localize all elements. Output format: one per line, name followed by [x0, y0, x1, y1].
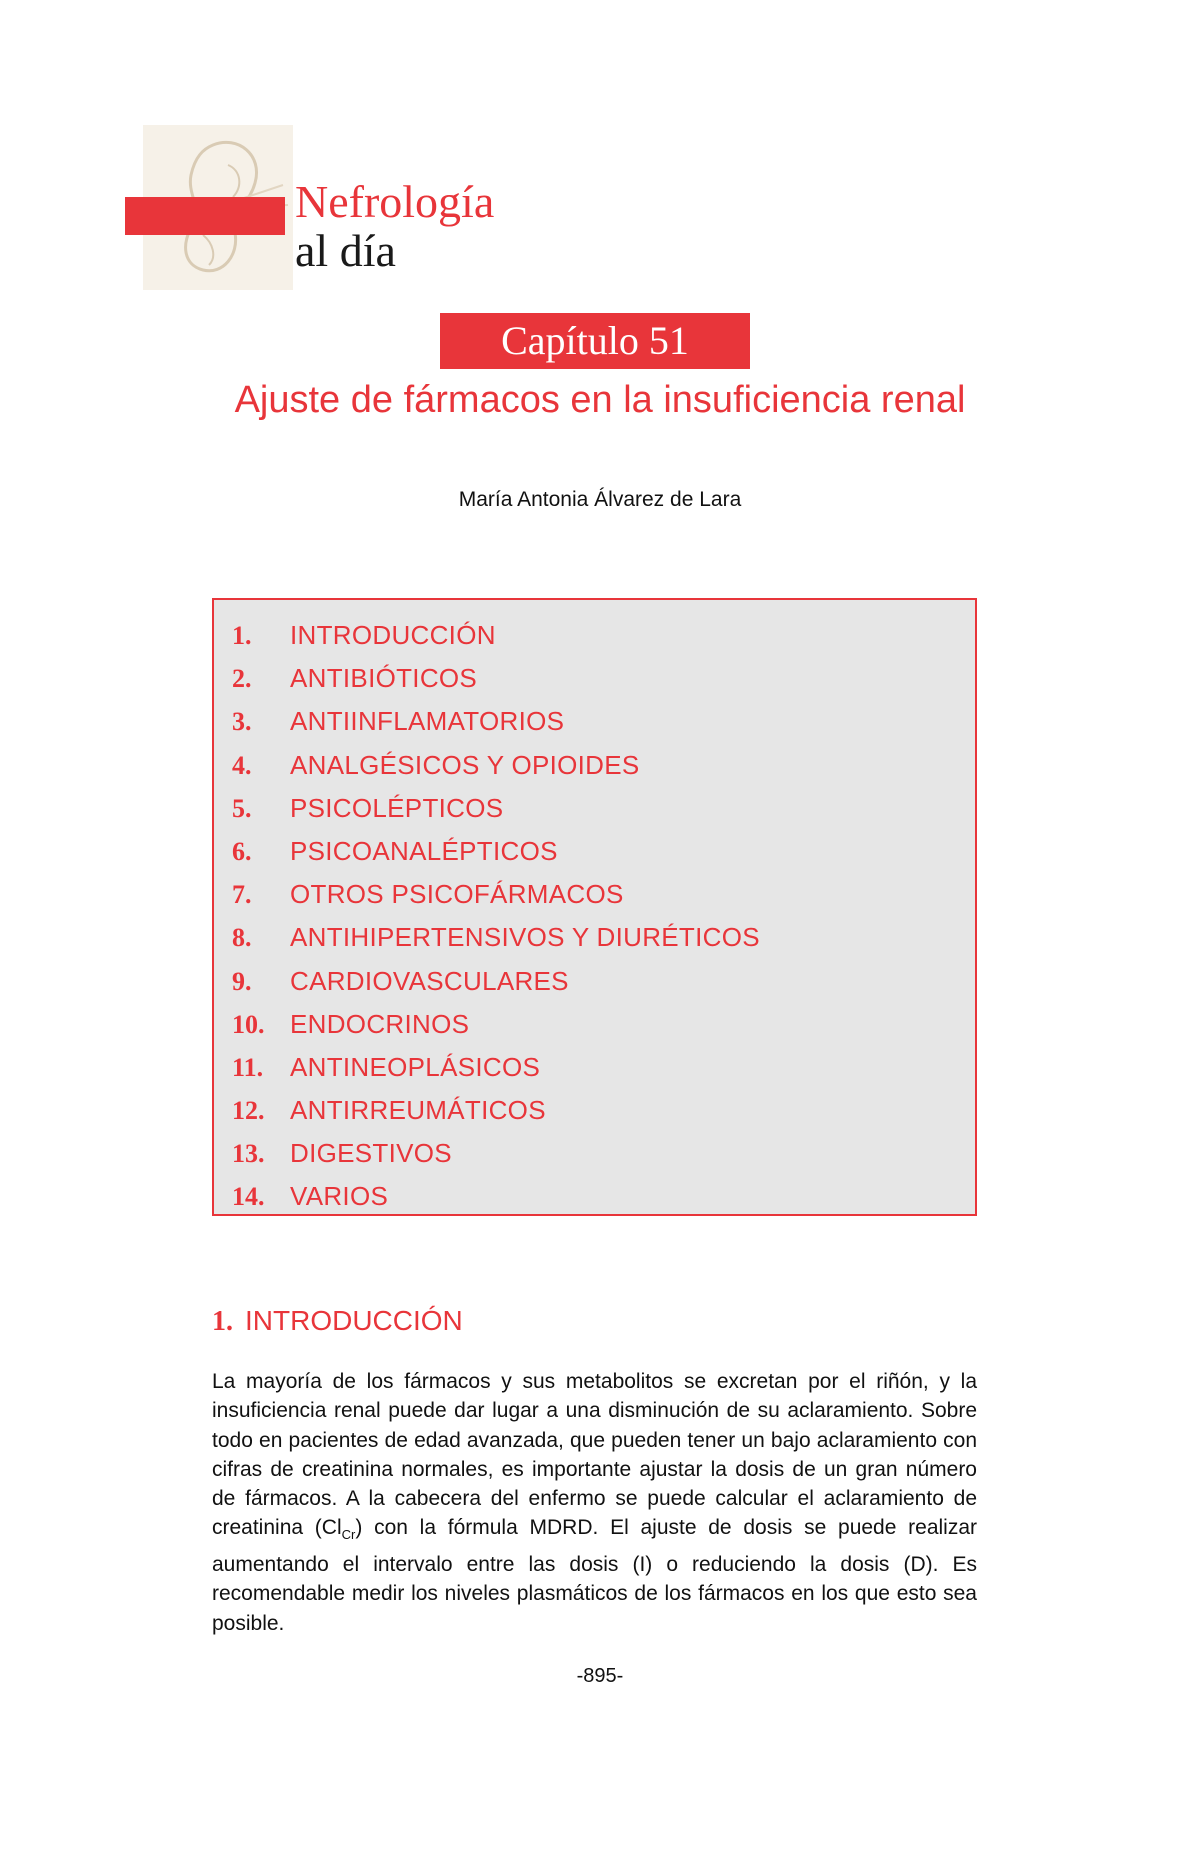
toc-item[interactable]	[214, 614, 975, 657]
page-number: -895-	[576, 1665, 624, 1687]
toc-item[interactable]	[214, 873, 975, 916]
toc-item[interactable]	[214, 657, 975, 700]
toc-item[interactable]	[214, 830, 975, 873]
toc-item-number: 13.	[232, 1139, 265, 1169]
toc-item[interactable]	[214, 744, 975, 787]
toc-item-label: DIGESTIVOS	[290, 1138, 452, 1169]
toc-item-number: 3.	[232, 707, 252, 737]
toc-item[interactable]	[214, 1003, 975, 1046]
creatinine-subscript: Cr	[341, 1527, 356, 1543]
toc-item-label: ANTINEOPLÁSICOS	[290, 1051, 541, 1082]
logo-red-bar	[125, 197, 285, 235]
toc-item[interactable]	[214, 1089, 975, 1132]
table-of-contents	[212, 598, 977, 1216]
toc-list	[214, 614, 975, 1219]
paragraph-text-part2: ) con la fórmula MDRD. El ajuste de dosis se puede realizar aumentando el intervalo entre las dosis (I) o reduciendo la dosis (D). Es recomendable medir los niveles plasmáticos de los fármacos en los que esto sea posible.	[212, 1516, 978, 1635]
toc-item-number: 10.	[232, 1009, 265, 1039]
section-heading	[212, 1305, 463, 1338]
paragraph-text-part1: La mayoría de los fármacos y sus metabolitos se excretan por el riñón, y la insuficiencia renal puede dar lugar a una disminución de su aclaramiento. Sobre todo en pacientes de edad avanzada, que pueden tener un bajo aclaramiento con cifras de creatinina normales, es importante ajustar la dosis de un gran número de fármacos. A la cabecera del enfermo se puede calcular el aclaramiento de creatinina (Cl	[212, 1370, 977, 1540]
toc-item[interactable]	[214, 1175, 975, 1218]
toc-item-label: PSICOANALÉPTICOS	[290, 835, 558, 866]
toc-item-label: PSICOLÉPTICOS	[290, 792, 504, 823]
toc-item[interactable]	[214, 700, 975, 743]
toc-item-number: 2.	[232, 664, 252, 694]
author-name: María Antonia Álvarez de Lara	[458, 488, 742, 511]
toc-item[interactable]	[214, 1132, 975, 1175]
logo-title-line1: Nefrología	[295, 176, 495, 227]
toc-item[interactable]	[214, 1046, 975, 1089]
toc-item-label: ANTIRREUMÁTICOS	[290, 1095, 546, 1126]
toc-item-number: 11.	[232, 1052, 264, 1082]
toc-item[interactable]	[214, 916, 975, 959]
toc-item-number: 4.	[232, 750, 252, 780]
section-number: 1.	[212, 1306, 233, 1337]
toc-item[interactable]	[214, 960, 975, 1003]
section-title: INTRODUCCIÓN	[245, 1305, 463, 1336]
toc-item-label: ANTIHIPERTENSIVOS Y DIURÉTICOS	[290, 922, 760, 953]
intro-paragraph	[212, 1367, 977, 1638]
toc-item-number: 5.	[232, 793, 252, 823]
toc-item-label: ANALGÉSICOS Y OPIOIDES	[290, 749, 640, 780]
toc-item-number: 8.	[232, 923, 252, 953]
toc-item-number: 14.	[232, 1182, 265, 1212]
toc-item[interactable]	[214, 787, 975, 830]
toc-item-number: 6.	[232, 836, 252, 866]
toc-item-number: 1.	[232, 621, 252, 650]
toc-item-number: 9.	[232, 966, 252, 996]
toc-item-number: 12.	[232, 1096, 265, 1126]
toc-item-label: ANTIINFLAMATORIOS	[290, 706, 565, 737]
chapter-badge: Capítulo 51	[440, 313, 750, 369]
chapter-title: Ajuste de fármacos en la insuficiencia renal	[234, 379, 966, 421]
journal-logo	[125, 125, 545, 295]
toc-item-label: ANTIBIÓTICOS	[290, 663, 478, 694]
logo-title-line2: al día	[295, 225, 396, 276]
toc-item-number: 7.	[232, 880, 252, 910]
toc-item-label: CARDIOVASCULARES	[290, 965, 569, 996]
toc-item-label: VARIOS	[290, 1181, 389, 1212]
toc-item-label: INTRODUCCIÓN	[290, 620, 496, 650]
toc-item-label: ENDOCRINOS	[290, 1008, 470, 1039]
toc-item-label: OTROS PSICOFÁRMACOS	[290, 879, 624, 910]
